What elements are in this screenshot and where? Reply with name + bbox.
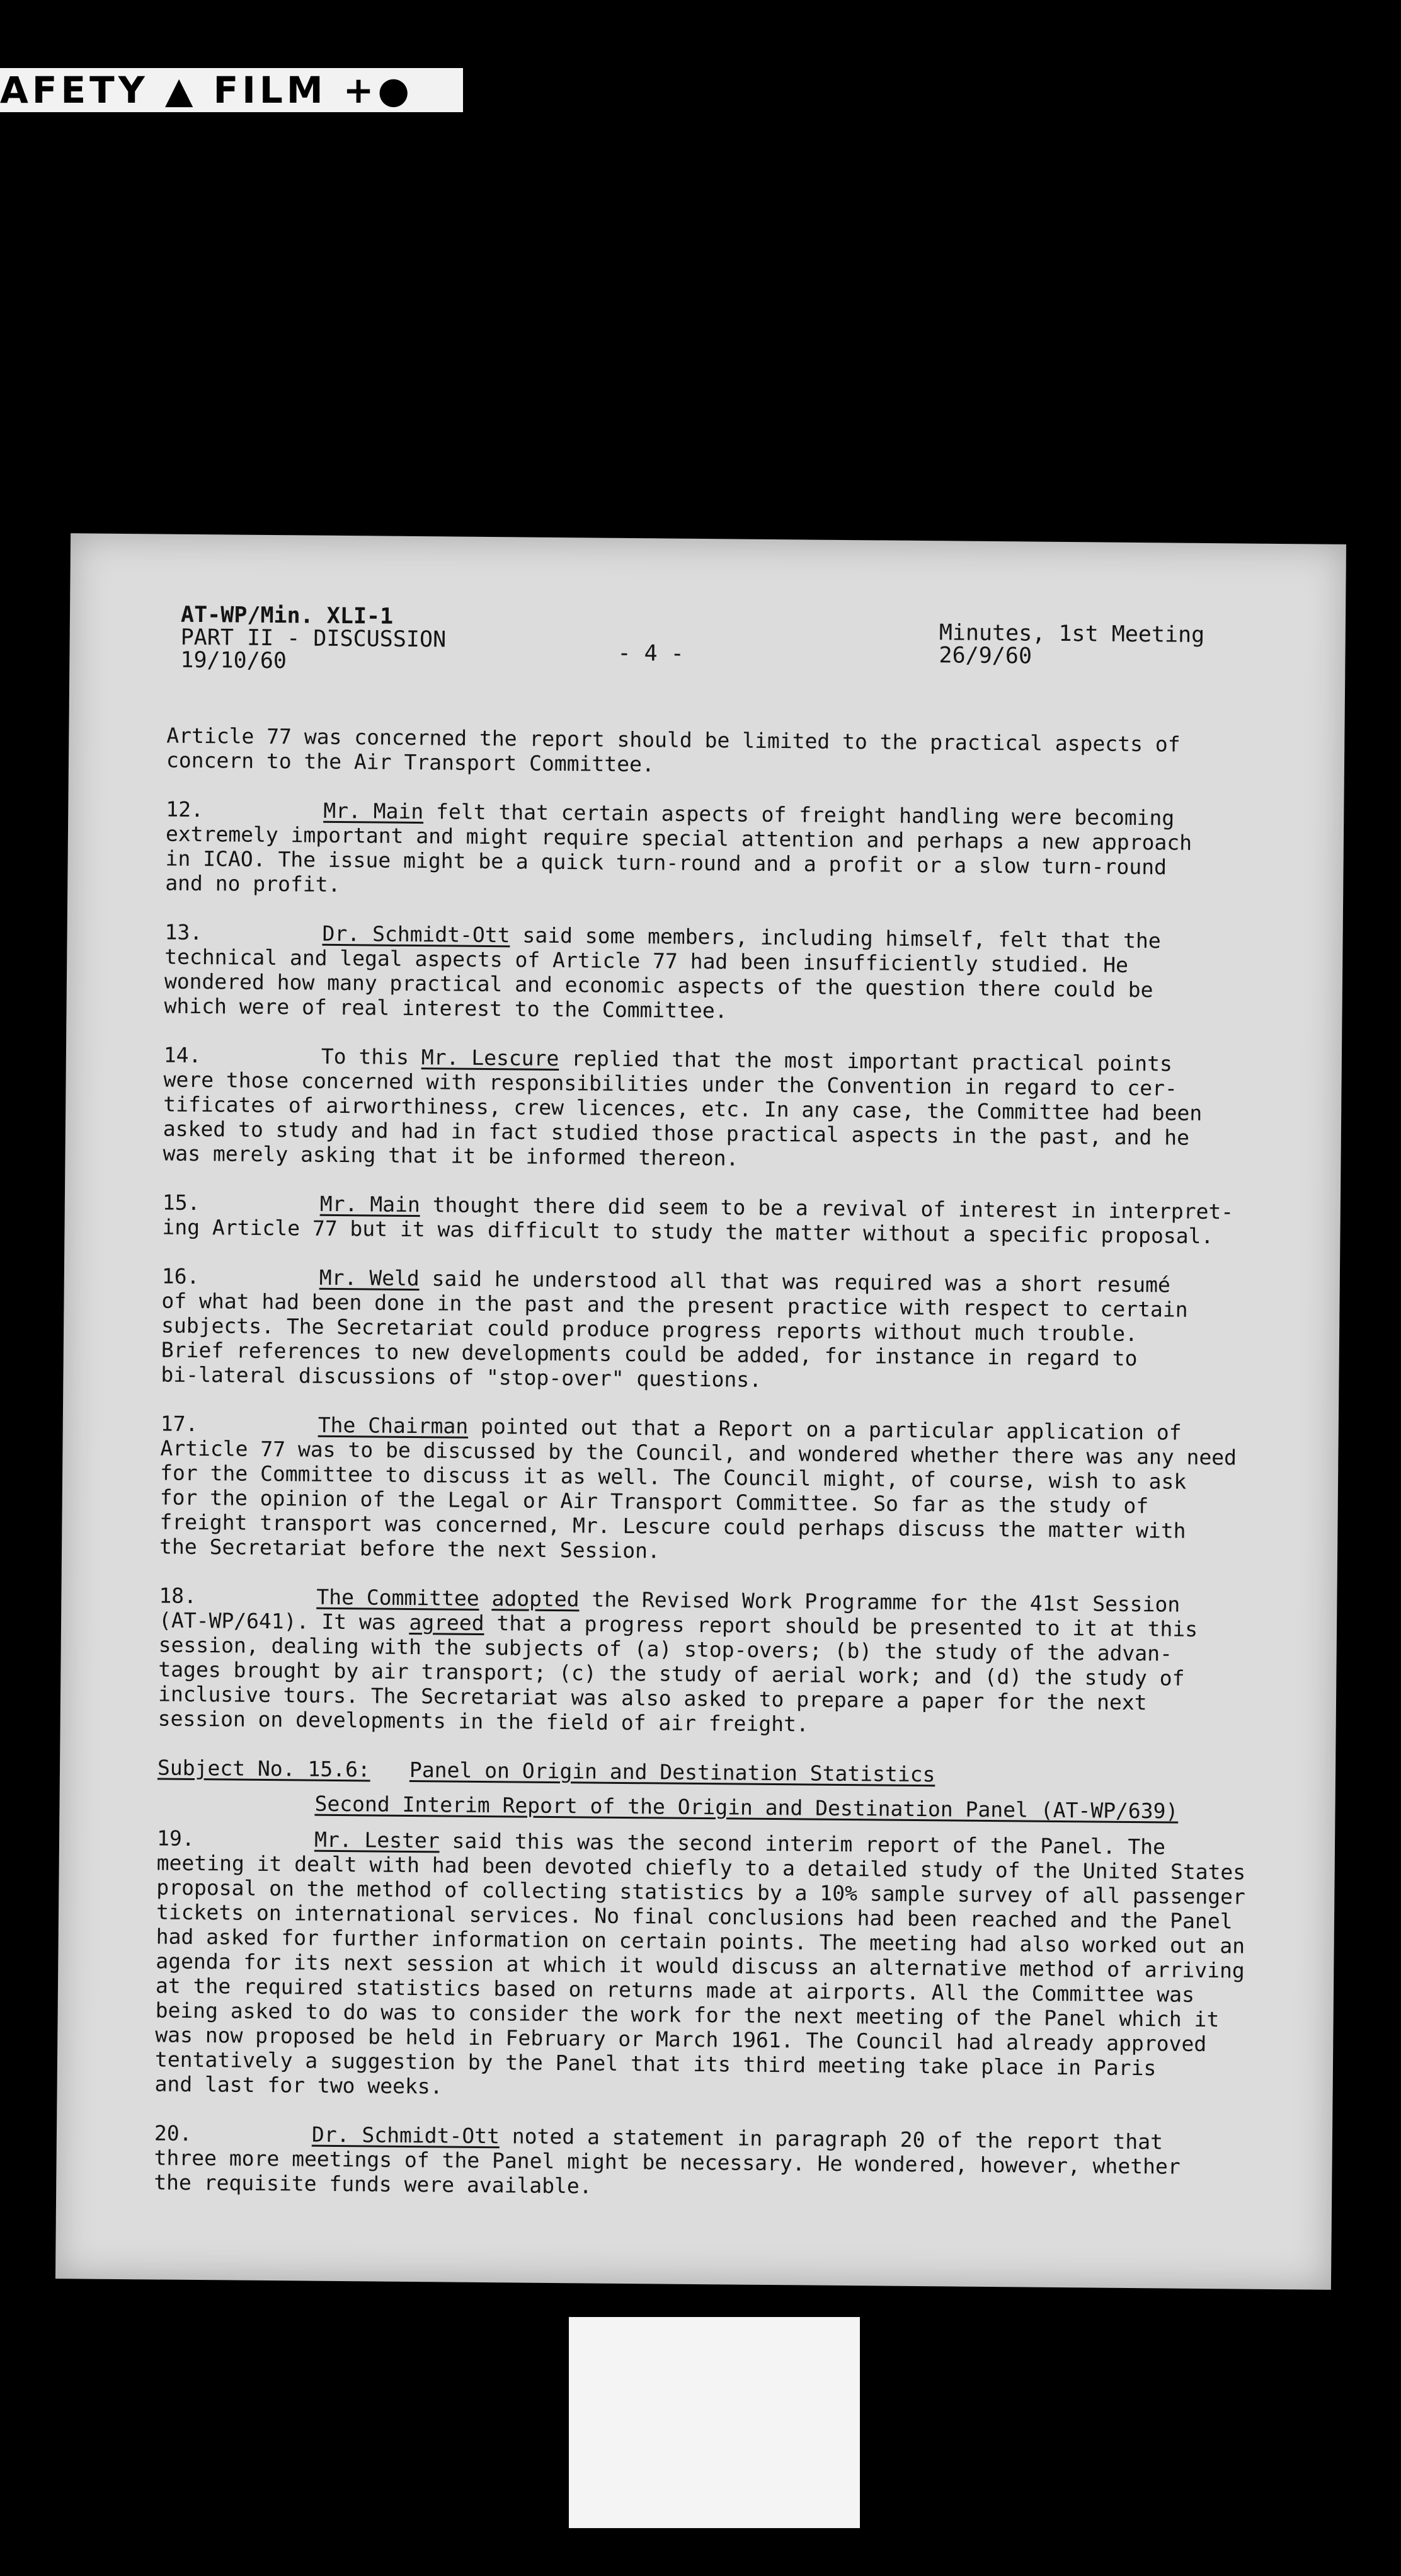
paragraph-text: the Revised Work Programme for the 41st Session (AT-WP/641). It was [158,1587,1181,1635]
subject-subtitle [157,1790,1303,1824]
paragraph-number: 18. [159,1583,197,1609]
paragraph-text: said he understood all that was required was a short resumé of what had been done in the past and the present practice with respect to certain subjects. The Secretariat could produce progress reports without much trouble. Brief references to new developments could be added, for instance in regard to bi-lateral discussions of "stop-over" questions. [161,1266,1188,1392]
page-number: - 4 - [617,640,685,667]
paragraph-text: replied that the most important practical points were those concerned with responsibilities under the Convention in regard to cer- tificates of airworthiness, crew licences, etc. In any case, the Committee had been asked to study and had in fact studied those practical aspects in the past, and he was merely asking that it be informed thereon. [163,1046,1203,1171]
paragraph-intro: Article 77 was concerned the report should be limited to the practical aspects of concern to the Air Transport Committee. [166,723,1181,777]
paragraph-number: 12. [166,796,204,822]
paragraph-18 [158,1584,1306,1741]
paragraph-text: thought there did seem to be a revival of interest in interpret- ing Article 77 but it was difficult to study the matter without a specific proposal. [162,1192,1234,1249]
speaker-name: Mr. Lester [314,1827,440,1853]
speaker-name: The Chairman [317,1412,469,1439]
microfilm-target-card [569,2317,860,2528]
subject-label: Subject No. 15.6: [157,1755,370,1782]
meeting-date: 26/9/60 [939,643,1032,669]
paragraph-text: said some members, including himself, felt that the technical and legal aspects of Article 77 had been insufficiently studied. He wondered how many practical and economic aspects of the question there could be which were of real interest to the Committee. [164,923,1161,1023]
speaker-name: Mr. Main [319,1191,420,1217]
paragraph-number: 13. [164,919,203,945]
minutes-body [154,723,1313,2229]
speaker-name: The Committee [316,1584,479,1611]
document-date: 19/10/60 [180,647,287,674]
paragraph-number: 17. [160,1411,198,1437]
subject-title: Panel on Origin and Destination Statistics [409,1757,935,1787]
safety-film-edge-marking: AFETY ▲ FILM +● [0,68,463,112]
paragraph-20 [154,2120,1301,2204]
paragraph-number: 15. [162,1190,200,1216]
speaker-name: Dr. Schmidt-Ott [311,2122,500,2149]
subject-subtitle-text: Second Interim Report of the Origin and Destination Panel (AT-WP/639) [314,1791,1179,1824]
paragraph-number: 20. [154,2120,192,2146]
document-page [55,533,1346,2290]
decision-agreed: agreed [409,1609,484,1636]
paragraph-14 [163,1043,1310,1176]
document-reference: AT-WP/Min. XLI-1 [180,602,394,630]
subject-heading [157,1755,1304,1790]
paragraph-15 [162,1190,1309,1250]
paragraph-number: 14. [163,1042,202,1068]
paragraph-number: 19. [156,1826,195,1851]
paragraph-number: 16. [161,1263,200,1289]
header-right [939,621,1204,669]
meeting-title: Minutes, 1st Meeting [939,620,1205,648]
speaker-name: Mr. Lescure [421,1045,559,1071]
paragraph-text: said this was the second interim report of the Panel. The meeting it dealt with had been devoted chiefly to a detailed study of the United States proposal on the method of collecting statistics by a 10% sample survey of all passenger tickets on international services. No final conclusions had been reached and the Panel had asked for further information on certain points. The meeting had also worked out an agenda for its next session at which it would discuss an alternative method of arriving at the required statistics based on returns made at airports. All the Committee was being asked to do was to consider the work for the next meeting of the Panel which it was now proposed be held in February or March 1961. The Council had already approved tentatively a suggestion by the Panel that its third meeting take place in Paris and last for two weeks. [154,1828,1246,2099]
speaker-name: Dr. Schmidt-Ott [322,921,510,948]
speaker-name: Mr. Main [323,798,424,824]
document-part: PART II - DISCUSSION [180,624,447,653]
paragraph-12 [165,797,1312,906]
paragraph-text: noted a statement in paragraph 20 of the report that three more meetings of the Panel might be necessary. He wondered, however, whether the requisite funds were available. [154,2124,1181,2199]
paragraph-19 [154,1826,1303,2106]
paragraph-text: felt that certain aspects of freight handling were becoming extremely important and might require special attention and perhaps a new approach in ICAO. The issue might be a quick turn-round and a profit or a slow turn-round and no profit. [165,799,1192,897]
paragraph-text-continued: that a progress report should be presented to it at this session, dealing with the subjects of (a) stop-overs; (b) the study of the advan- tages brought by air transport; (c) the study of aerial work; and (d) the study of inclusive tours. The Secretariat was also asked to prepare a paper for the next session on developments in the field of air freight. [157,1611,1198,1737]
paragraph-13 [164,920,1311,1028]
paragraph-17 [159,1412,1307,1569]
paragraph-16 [161,1264,1308,1397]
decision-adopted: adopted [491,1586,580,1612]
paragraph-lead: To this [321,1044,422,1070]
speaker-name: Mr. Weld [319,1265,420,1291]
header-left [180,604,446,674]
paragraph-text: pointed out that a Report on a particular application of Article 77 was to be discussed by the Council, and wondered whether there was any need for the Committee to discuss it as well. The Council might, of course, wish to ask for the opinion of the Legal or Air Transport Committee. So far as the study of freight transport was concerned, Mr. Lescure could perhaps discuss the matter with the Secretariat before the next Session. [159,1413,1237,1563]
